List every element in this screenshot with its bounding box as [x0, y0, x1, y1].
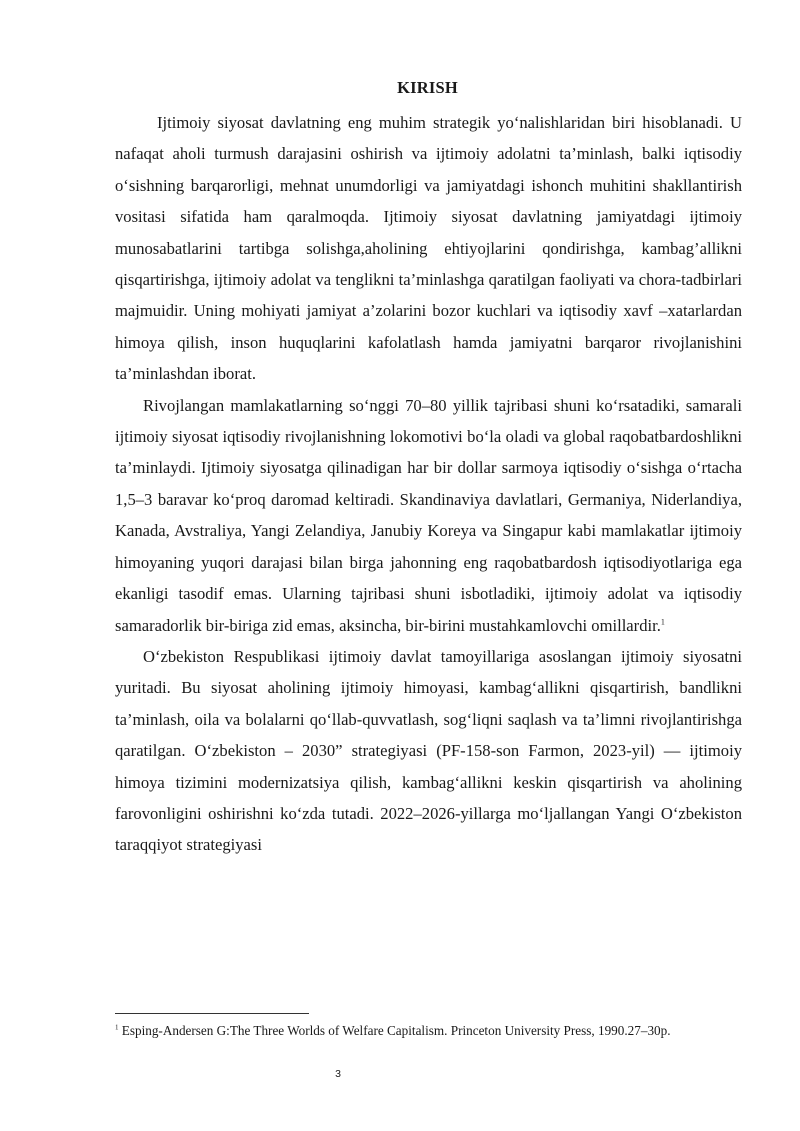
footnote: [115, 1023, 765, 1039]
paragraph-intro: Ijtimoiy siyosat davlatning eng muhim strategik yo‘nalishlaridan biri hisoblanadi. U nafaqat aholi turmush darajasini oshirish va ijtimoiy adolatni ta’minlash, balki iqtisodiy o‘sishning barqarorligi, mehnat unumdorligi va jamiyatdagi ishonch muhitini shakllantirish vositasi sifatida ham qaralmoqda. Ijtimoiy siyosat davlatning jamiyatdagi ijtimoiy munosabatlarini tartibga solishga,aholining ehtiyojlarini qondirishga, kambag’allikni qisqartirishga, ijtimoiy adolat va tenglikni ta’minlashga qaratilgan faoliyati va chora-tadbirlari majmuidir. Uning mohiyati jamiyat a’zolarini bozor kuchlari va iqtisodiy xavf –xatarlardan himoya qilish, inson huquqlarini kafolatlash hamda jamiyatni barqaror rivojlanishini ta’minlashdan iborat.: [115, 113, 742, 384]
footnote-reference[interactable]: 1: [660, 616, 665, 626]
paragraph-experience-text: Rivojlangan mamlakatlarning so‘nggi 70–80 yillik tajribasi shuni ko‘rsatadiki, samarali ijtimoiy siyosat iqtisodiy rivojlanishning lokomotivi bo‘la oladi va global raqobatbardoshlikni ta’minlaydi. Ijtimoiy siyosatga qilinadigan har bir dollar sarmoya iqtisodiy o‘sishga o‘rtacha 1,5–3 baravar ko‘proq daromad keltiradi. Skandinaviya davlatlari, Germaniya, Niderlandiya, Kanada, Avstraliya, Yangi Zelandiya, Janubiy Koreya va Singapur kabi mamlakatlar ijtimoiy himoyaning yuqori darajasi bilan birga jahonning eng raqobatbardosh iqtisodiyotlariga ega ekanligi tasodif emas. Ularning tajribasi shuni isbotladiki, ijtimoiy adolat va iqtisodiy samaradorlik bir-biriga zid emas, aksincha, bir-birini mustahkamlovchi omillardir.: [115, 395, 742, 635]
footnote-text: Esping-Andersen G:The Three Worlds of Welfare Capitalism. Princeton University Press, 1990.27–30p.: [121, 1023, 671, 1038]
footnote-marker: 1: [115, 1023, 119, 1032]
footnote-separator: [115, 1013, 309, 1014]
paragraph-uzbekistan: O‘zbekiston Respublikasi ijtimoiy davlat tamoyillariga asoslangan ijtimoiy siyosatni yuritadi. Bu siyosat aholining ijtimoiy himoyasi, kambag‘allikni qisqartirish, bandlikni ta’minlash, oila va bolalarni qo‘llab-quvvatlash, sog‘liqni saqlash va ta’limni rivojlantirishga qaratilgan. O‘zbekiston – 2030” strategiyasi (PF-158-son Farmon, 2023-yil) — ijtimoiy himoya tizimini modernizatsiya qilish, kambag‘allikni keskin qisqartirish va aholining farovonligini oshirishni ko‘zda tutadi. 2022–2026-yillarga mo‘ljallangan Yangi O‘zbekiston taraqqiyot strategiyasi: [115, 646, 742, 855]
page-number: 3: [335, 1068, 341, 1080]
section-title: KIRISH: [397, 78, 458, 97]
body-text: [115, 107, 742, 861]
paragraph-experience: [115, 390, 742, 641]
